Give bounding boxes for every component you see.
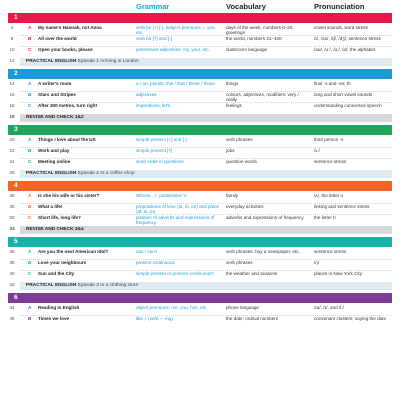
page-number: 42 bbox=[9, 283, 15, 288]
lesson-letter: C bbox=[28, 103, 32, 108]
grammar-cell: can / can't bbox=[136, 249, 157, 254]
practical-english-label bbox=[26, 282, 138, 290]
grammar-cell: prepositions of time (at, in, on) and place (at, in, to) bbox=[136, 204, 219, 215]
page-number: 16 bbox=[9, 92, 15, 97]
pronunciation-cell: vowel sounds, word stress bbox=[314, 25, 368, 30]
vocabulary-cell: jobs bbox=[226, 148, 235, 153]
lesson-title[interactable]: Is she his wife or his sister? bbox=[38, 193, 100, 198]
lesson-title[interactable]: Are you the next American Idol? bbox=[38, 249, 109, 254]
page-number: 38 bbox=[9, 260, 15, 265]
page-number: 22 bbox=[9, 148, 15, 153]
page-number: 40 bbox=[9, 271, 15, 276]
grammar-cell: object pronouns: me, you, him, etc. bbox=[136, 305, 208, 310]
lesson-title[interactable]: Things I love about the US bbox=[38, 137, 96, 142]
unit-number: 1 bbox=[14, 14, 18, 21]
unit-bar bbox=[8, 237, 392, 247]
grammar-cell: a / an, plurals; this / that / these / those bbox=[136, 81, 215, 86]
page-number: 8 bbox=[10, 36, 14, 41]
vocabulary-cell: phone language bbox=[226, 305, 259, 310]
grammar-cell: simple present [?] bbox=[136, 148, 173, 153]
unit-bar bbox=[8, 181, 392, 191]
practical-english-label bbox=[26, 58, 139, 66]
lesson-letter: A bbox=[28, 25, 32, 30]
pronunciation-cell: places in New York City bbox=[314, 271, 363, 276]
lesson-title[interactable]: Sun and the City bbox=[38, 271, 75, 276]
lesson-title[interactable]: Stars and Stripes bbox=[38, 92, 76, 97]
lesson-letter: C bbox=[28, 159, 32, 164]
unit-bar bbox=[8, 293, 392, 303]
grammar-cell: present continuous bbox=[136, 260, 175, 265]
page-number: 26 bbox=[9, 171, 15, 176]
page-number: 18 bbox=[9, 103, 15, 108]
lesson-title[interactable]: Open your books, please bbox=[38, 47, 93, 52]
pronunciation-cell: /ŋ/ bbox=[314, 260, 320, 265]
page-number: 28 bbox=[9, 193, 15, 198]
unit-number: 5 bbox=[14, 238, 18, 245]
grammar-cell: adjectives bbox=[136, 92, 157, 97]
column-header bbox=[0, 0, 400, 12]
grammar-cell: verb be [?] and [-] bbox=[136, 36, 173, 41]
lesson-title[interactable]: After 300 metres, turn right bbox=[38, 103, 97, 108]
page-number: 30 bbox=[9, 204, 15, 209]
vocabulary-cell: feelings bbox=[226, 103, 242, 108]
pronunciation-cell: final -s and -es; th bbox=[314, 81, 351, 86]
unit-bar bbox=[8, 13, 392, 23]
band-label: PRACTICAL ENGLISH bbox=[26, 283, 78, 288]
vocabulary-cell: things bbox=[226, 81, 239, 86]
lesson-title[interactable]: Love your neighbours bbox=[38, 260, 87, 265]
page-number: 32 bbox=[9, 215, 15, 220]
page-number: 24 bbox=[9, 159, 15, 164]
grammar-cell: possessive adjectives: my, your, etc. bbox=[136, 47, 210, 52]
lesson-title[interactable]: Meeting online bbox=[38, 159, 71, 164]
lesson-letter: A bbox=[28, 137, 32, 142]
pronunciation-cell: /əʊ/, /uː/, /ɑː/, /ə/; the alphabet bbox=[314, 47, 376, 52]
lesson-letter: B bbox=[28, 316, 32, 321]
vocabulary-cell: question words bbox=[226, 159, 257, 164]
revise-check-label: REVISE AND CHECK 3&4 bbox=[26, 227, 84, 232]
unit-number: 3 bbox=[14, 126, 18, 133]
lesson-letter: A bbox=[28, 81, 32, 86]
vocabulary-cell: adverbs and expressions of frequency bbox=[226, 215, 304, 220]
lesson-letter: B bbox=[28, 36, 32, 41]
practical-english-band[interactable] bbox=[9, 58, 392, 66]
lesson-title[interactable]: Reading in English bbox=[38, 305, 80, 310]
pronunciation-cell: /ʌ/, the letter o bbox=[314, 193, 344, 198]
page-number: 44 bbox=[9, 305, 15, 310]
revise-check-band[interactable] bbox=[9, 114, 392, 122]
vocabulary-cell: verb phrases bbox=[226, 137, 253, 142]
lesson-title[interactable]: A writer's room bbox=[38, 81, 72, 86]
vocabulary-cell: the weather and seasons bbox=[226, 271, 278, 276]
pronunciation-cell: third person -s bbox=[314, 137, 344, 142]
page-number: 20 bbox=[9, 137, 15, 142]
grammar-cell: word order in questions bbox=[136, 159, 184, 164]
lesson-letter: C bbox=[28, 47, 32, 52]
grammar-heading: Grammar bbox=[136, 2, 170, 11]
pronunciation-cell: sentence stress bbox=[314, 249, 347, 254]
grammar-cell: position of adverbs and expressions of frequency bbox=[136, 215, 215, 226]
page-number: 10 bbox=[9, 47, 15, 52]
unit-number: 4 bbox=[14, 182, 18, 189]
lesson-letter: B bbox=[28, 260, 32, 265]
unit-number: 2 bbox=[14, 70, 18, 77]
revise-check-label: REVISE AND CHECK 1&2 bbox=[26, 115, 84, 120]
pronunciation-cell: long and short vowel sounds bbox=[314, 92, 373, 97]
lesson-title[interactable]: What a life! bbox=[38, 204, 63, 209]
episode-title: Episode 3 In a clothing store bbox=[77, 283, 139, 288]
pronunciation-cell: linking and sentence stress bbox=[314, 204, 370, 209]
practical-english-band[interactable] bbox=[9, 170, 392, 178]
unit-number: 6 bbox=[14, 294, 18, 301]
revise-check-band[interactable] bbox=[9, 226, 392, 234]
vocabulary-cell: days of the week, numbers 0–20, greetings bbox=[226, 25, 294, 36]
pronunciation-heading: Pronunciation bbox=[314, 2, 365, 11]
vocabulary-heading: Vocabulary bbox=[226, 2, 266, 11]
lesson-title[interactable]: Work and play bbox=[38, 148, 70, 153]
grammar-cell: simple present [+] and [-] bbox=[136, 137, 187, 142]
page-number: 46 bbox=[9, 316, 15, 321]
lesson-letter: C bbox=[28, 215, 32, 220]
pronunciation-cell: understanding connected speech bbox=[314, 103, 382, 108]
pronunciation-cell: /aɪ/, /ɪ/, and /iː/ bbox=[314, 305, 344, 310]
lesson-title[interactable]: Short life, long life? bbox=[38, 215, 81, 220]
page-number: 12 bbox=[9, 59, 15, 64]
band-label: PRACTICAL ENGLISH bbox=[26, 171, 78, 176]
vocabulary-cell: family bbox=[226, 193, 238, 198]
band-label: PRACTICAL ENGLISH bbox=[26, 59, 78, 64]
lesson-letter: A bbox=[28, 249, 32, 254]
lesson-letter: B bbox=[28, 92, 32, 97]
lesson-letter: A bbox=[28, 305, 32, 310]
page-number: 34 bbox=[9, 227, 15, 232]
vocabulary-cell: verb phrases bbox=[226, 260, 253, 265]
lesson-title[interactable]: Times we love bbox=[38, 316, 70, 321]
grammar-cell: like + (verb + -ing) bbox=[136, 316, 174, 321]
vocabulary-cell: verb phrases: buy a newspaper, etc. bbox=[226, 249, 300, 254]
unit-bar bbox=[8, 125, 392, 135]
lesson-title[interactable]: All over the world bbox=[38, 36, 77, 41]
pronunciation-cell: sentence stress bbox=[314, 159, 347, 164]
pronunciation-cell: /ɪ/, /əʊ/, /tʃ/, /dʒ/; sentence stress bbox=[314, 36, 381, 41]
episode-title: Episode 1 Arriving in London bbox=[77, 59, 139, 64]
pronunciation-cell: the letter h bbox=[314, 215, 336, 220]
vocabulary-cell: the world, numbers 21–100 bbox=[226, 36, 282, 41]
vocabulary-cell: the date; ordinal numbers bbox=[226, 316, 279, 321]
practical-english-band[interactable] bbox=[9, 282, 392, 290]
vocabulary-cell: everyday activities bbox=[226, 204, 264, 209]
lesson-letter: B bbox=[28, 148, 32, 153]
unit-bar bbox=[8, 69, 392, 79]
lesson-letter: A bbox=[28, 193, 32, 198]
page-number: 4 bbox=[10, 25, 14, 30]
lesson-letter: B bbox=[28, 204, 32, 209]
lesson-letter: C bbox=[28, 271, 32, 276]
vocabulary-cell: colours, adjectives, modifiers: very / really bbox=[226, 92, 299, 103]
lesson-title[interactable]: My name's Hannah, not Anna bbox=[38, 25, 102, 30]
grammar-cell: simple present or present continuous? bbox=[136, 271, 214, 276]
grammar-cell: imperatives, let's bbox=[136, 103, 171, 108]
vocabulary-cell: classroom language bbox=[226, 47, 268, 52]
page-number: 14 bbox=[9, 81, 15, 86]
episode-title: Episode 2 At a coffee shop bbox=[77, 171, 135, 176]
grammar-cell: verb be [+] [-], subject pronouns: I, you, etc. bbox=[136, 25, 216, 36]
page-number: 19 bbox=[9, 115, 15, 120]
grammar-cell: Whose...?, possessive 's bbox=[136, 193, 187, 198]
practical-english-label bbox=[26, 170, 135, 178]
pronunciation-cell: consonant clusters; saying the date bbox=[314, 316, 387, 321]
pronunciation-cell: /ɜː/ bbox=[314, 148, 320, 153]
page-number: 36 bbox=[9, 249, 15, 254]
